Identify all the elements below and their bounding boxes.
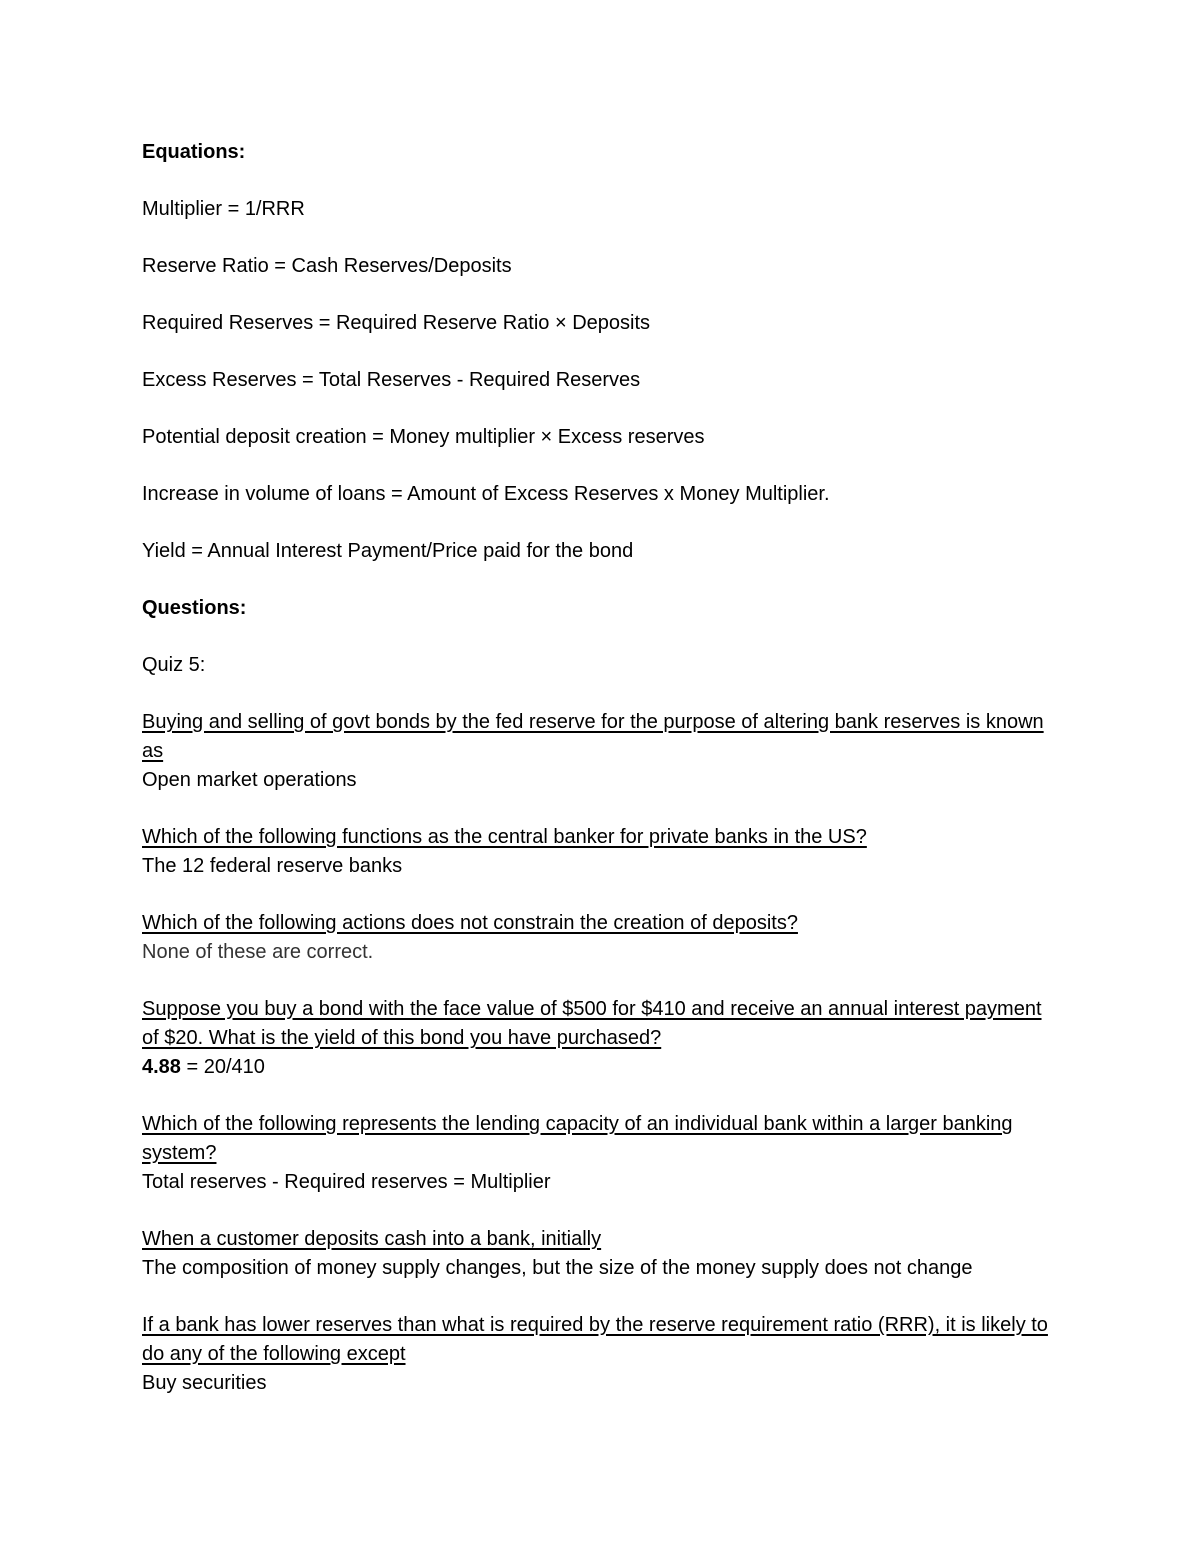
question-block <box>142 1110 1062 1197</box>
equation-excess-reserves: Excess Reserves = Total Reserves - Required Reserves <box>142 369 641 391</box>
questions-heading: Questions: <box>142 597 247 619</box>
question-text: When a customer deposits cash into a bank, initially <box>142 1228 602 1250</box>
answer-text: Total reserves - Required reserves = Multiplier <box>142 1171 551 1193</box>
question-text: Suppose you buy a bond with the face value of $500 for $410 and receive an annual interest payment of $20. What is the yield of this bond you have purchased? <box>142 998 1042 1049</box>
equation-increase-in-loans: Increase in volume of loans = Amount of Excess Reserves x Money Multiplier. <box>142 483 830 505</box>
equation-potential-deposit-creation: Potential deposit creation = Money multiplier × Excess reserves <box>142 426 705 448</box>
equation-yield: Yield = Annual Interest Payment/Price paid for the bond <box>142 540 634 562</box>
document-page <box>142 138 1062 1398</box>
question-block <box>142 909 1062 967</box>
answer-value: 4.88 <box>142 1056 181 1078</box>
answer-text <box>142 1053 1062 1082</box>
equations-heading: Equations: <box>142 141 246 163</box>
question-text: Which of the following actions does not constrain the creation of deposits? <box>142 912 798 934</box>
question-text: Buying and selling of govt bonds by the fed reserve for the purpose of altering bank reserves is known as <box>142 711 1044 762</box>
equation-multiplier: Multiplier = 1/RRR <box>142 198 305 220</box>
answer-text: None of these are correct. <box>142 941 374 963</box>
answer-formula: = 20/410 <box>180 1056 265 1078</box>
question-block <box>142 1225 1062 1283</box>
equation-reserve-ratio: Reserve Ratio = Cash Reserves/Deposits <box>142 255 512 277</box>
equation-required-reserves: Required Reserves = Required Reserve Ratio × Deposits <box>142 312 651 334</box>
question-block <box>142 995 1062 1082</box>
question-text: Which of the following represents the lending capacity of an individual bank within a larger banking system? <box>142 1113 1013 1164</box>
question-block <box>142 708 1062 795</box>
question-text: Which of the following functions as the central banker for private banks in the US? <box>142 826 867 848</box>
quiz-label: Quiz 5: <box>142 654 206 676</box>
answer-text: Open market operations <box>142 769 357 791</box>
answer-text: Buy securities <box>142 1372 267 1394</box>
question-block <box>142 823 1062 881</box>
answer-text: The composition of money supply changes, but the size of the money supply does not change <box>142 1257 973 1279</box>
question-text: If a bank has lower reserves than what is required by the reserve requirement ratio (RRR), it is likely to do any of the following except <box>142 1314 1048 1365</box>
question-block <box>142 1311 1062 1398</box>
answer-text: The 12 federal reserve banks <box>142 855 403 877</box>
